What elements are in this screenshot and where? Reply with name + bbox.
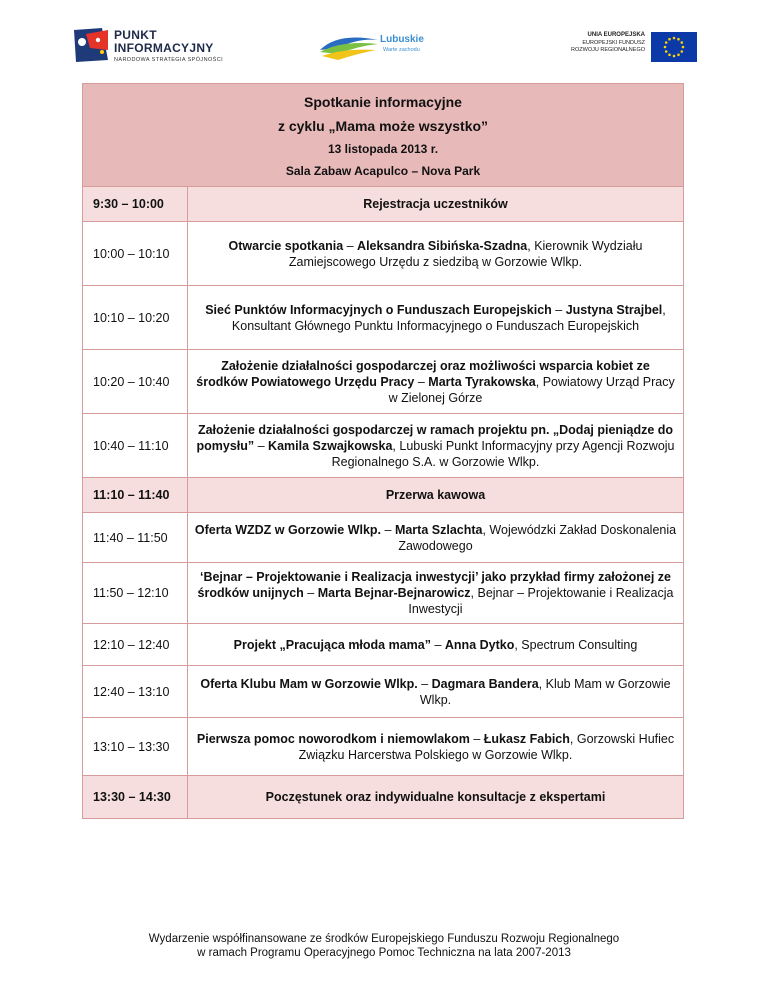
agenda-table xyxy=(82,83,684,819)
agenda-topic: Założenie działalności gospodarczej w ramach projektu pn. „Dodaj pieniądze do pomysłu” xyxy=(196,422,674,453)
agenda-topic: Oferta Klubu Mam w Gorzowie Wlkp. xyxy=(200,676,418,691)
logo-bar xyxy=(0,0,768,80)
agenda-description: Pierwsza pomoc noworodkom i niemowlakom – Łukasz Fabich, Gorzowski Hufiec Związku Harcerstwa Polskiego w Gorzowie Wlkp. xyxy=(188,718,684,776)
agenda-header-row xyxy=(83,84,684,187)
lubuskie-logo xyxy=(318,30,438,64)
agenda-topic: Sieć Punktów Informacyjnych o Funduszach Europejskich xyxy=(205,302,552,317)
agenda-row xyxy=(83,666,684,718)
agenda-speaker: Aleksandra Sibińska-Szadna xyxy=(357,238,528,253)
footer-line-2: w ramach Programu Operacyjnego Pomoc Techniczna na lata 2007-2013 xyxy=(197,947,571,959)
agenda-topic: Oferta WZDZ w Gorzowie Wlkp. xyxy=(194,522,382,537)
agenda-description: ‘Bejnar – Projektowanie i Realizacja inwestycji’ jako przykład firmy założonej ze środków unijnych – Marta Bejnar-Bejnarowicz, Bejnar – Projektowanie i Realizacja Inwestycji xyxy=(188,563,684,624)
punkt-informacyjny-logo xyxy=(72,26,232,70)
agenda-row xyxy=(83,350,684,414)
footer-line-1: Wydarzenie współfinansowane ze środków Europejskiego Funduszu Rozwoju Regionalnego xyxy=(148,933,620,945)
agenda-description: Założenie działalności gospodarczej w ramach projektu pn. „Dodaj pieniądze do pomysłu” – Kamila Szwajkowska, Lubuski Punkt Informacyjny przy Agencji Rozwoju Regionalnego S.A. w Gorzowie Wlkp. xyxy=(188,414,684,478)
agenda-description: Sieć Punktów Informacyjnych o Funduszach Europejskich – Justyna Strajbel, Konsultant Głównego Punktu Informacyjnego o Funduszach Europejskich xyxy=(188,286,684,350)
agenda-time: 10:40 – 11:10 xyxy=(83,414,188,478)
agenda-affiliation: , Spectrum Consulting xyxy=(514,637,638,652)
agenda-time: 12:40 – 13:10 xyxy=(83,666,188,718)
agenda-time: 13:10 – 13:30 xyxy=(83,718,188,776)
agenda-affiliation: , Klub Mam w Gorzowie Wlkp. xyxy=(419,676,671,707)
agenda-row xyxy=(83,718,684,776)
agenda-topic: Projekt „Pracująca młoda mama” xyxy=(233,637,431,652)
agenda-description: Oferta Klubu Mam w Gorzowie Wlkp. – Dagmara Bandera, Klub Mam w Gorzowie Wlkp. xyxy=(188,666,684,718)
lubuskie-wave-icon xyxy=(318,30,380,62)
cofinancing-footer xyxy=(0,932,768,960)
agenda-speaker: Anna Dytko xyxy=(444,637,515,652)
agenda-speaker: Marta Szlachta xyxy=(394,522,483,537)
agenda-description: Projekt „Pracująca młoda mama” – Anna Dytko, Spectrum Consulting xyxy=(188,624,684,666)
punkt-informacyjny-subtitle: NARODOWA STRATEGIA SPÓJNOŚCI xyxy=(114,57,223,63)
agenda-time: 11:40 – 11:50 xyxy=(83,513,188,563)
event-date: 13 listopada 2013 r. xyxy=(327,142,439,156)
eu-logo xyxy=(565,32,705,64)
agenda-affiliation: , Gorzowski Hufiec Związku Harcerstwa Polskiego w Gorzowie Wlkp. xyxy=(298,731,675,762)
agenda-description: Rejestracja uczestników xyxy=(188,187,684,222)
agenda-description: Poczęstunek oraz indywidualne konsultacje z ekspertami xyxy=(188,776,684,819)
agenda-speaker: Dagmara Bandera xyxy=(431,676,539,691)
agenda-time: 12:10 – 12:40 xyxy=(83,624,188,666)
event-title: Spotkanie informacyjne xyxy=(304,94,462,110)
agenda-affiliation: , Wojewódzki Zakład Doskonalenia Zawodowego xyxy=(398,522,677,553)
agenda-affiliation: , Powiatowy Urząd Pracy w Zielonej Górze xyxy=(388,374,675,405)
agenda-row xyxy=(83,414,684,478)
agenda-affiliation: , Konsultant Głównego Punktu Informacyjnego o Funduszach Europejskich xyxy=(231,302,666,333)
agenda-speaker: Łukasz Fabich xyxy=(483,731,570,746)
agenda-speaker: Marta Bejnar-Bejnarowicz xyxy=(317,586,471,600)
agenda-time: 9:30 – 10:00 xyxy=(83,187,188,222)
eu-flag-icon xyxy=(651,32,697,62)
agenda-topic: Założenie działalności gospodarczej oraz możliwości wsparcia kobiet ze środków Powiatowego Urzędu Pracy xyxy=(196,358,650,389)
agenda-time: 10:00 – 10:10 xyxy=(83,222,188,286)
agenda-description: Założenie działalności gospodarczej oraz możliwości wsparcia kobiet ze środków Powiatowego Urzędu Pracy – Marta Tyrakowska, Powiatowy Urząd Pracy w Zielonej Górze xyxy=(188,350,684,414)
agenda-time: 10:20 – 10:40 xyxy=(83,350,188,414)
agenda-speaker: Kamila Szwajkowska xyxy=(268,438,393,453)
agenda-time: 13:30 – 14:30 xyxy=(83,776,188,819)
agenda-description: Otwarcie spotkania – Aleksandra Sibińska-Szadna, Kierownik Wydziału Zamiejscowego Urzędu z siedzibą w Gorzowie Wlkp. xyxy=(188,222,684,286)
eu-fund-text: UNIA EUROPEJSKA EUROPEJSKI FUNDUSZ ROZWOJU REGIONALNEGO xyxy=(571,32,645,53)
agenda-speaker: Justyna Strajbel xyxy=(565,302,663,317)
agenda-row xyxy=(83,222,684,286)
event-subtitle: z cyklu „Mama może wszystko” xyxy=(277,118,489,134)
agenda-affiliation: , Bejnar – Projektowanie i Realizacja Inwestycji xyxy=(408,586,674,616)
punkt-informacyjny-emblem-icon xyxy=(72,26,110,64)
agenda-time: 11:50 – 12:10 xyxy=(83,563,188,624)
agenda-topic: ‘Bejnar – Projektowanie i Realizacja inwestycji’ jako przykład firmy założonej ze środków unijnych xyxy=(197,570,671,600)
agenda-topic: Otwarcie spotkania xyxy=(228,238,344,253)
agenda-row xyxy=(83,563,684,624)
agenda-row xyxy=(83,187,684,222)
agenda-header xyxy=(83,84,684,187)
agenda-topic: Pierwsza pomoc noworodkom i niemowlakom xyxy=(196,731,470,746)
agenda-row xyxy=(83,776,684,819)
agenda-row xyxy=(83,513,684,563)
agenda-row xyxy=(83,286,684,350)
agenda-description: Oferta WZDZ w Gorzowie Wlkp. – Marta Szlachta, Wojewódzki Zakład Doskonalenia Zawodowego xyxy=(188,513,684,563)
lubuskie-tagline: Warte zachodu xyxy=(383,47,420,53)
punkt-informacyjny-name: PUNKT INFORMACYJNY xyxy=(114,28,214,55)
agenda-time: 10:10 – 10:20 xyxy=(83,286,188,350)
agenda-speaker: Marta Tyrakowska xyxy=(428,374,536,389)
lubuskie-name: Lubuskie xyxy=(380,34,424,45)
agenda-affiliation: , Lubuski Punkt Informacyjny przy Agencji Rozwoju Regionalnego S.A. w Gorzowie Wlkp. xyxy=(331,438,675,469)
agenda-time: 11:10 – 11:40 xyxy=(83,478,188,513)
agenda-affiliation: , Kierownik Wydziału Zamiejscowego Urzędu z siedzibą w Gorzowie Wlkp. xyxy=(288,238,643,269)
agenda-row xyxy=(83,478,684,513)
agenda-description: Przerwa kawowa xyxy=(188,478,684,513)
agenda-row xyxy=(83,624,684,666)
event-place: Sala Zabaw Acapulco – Nova Park xyxy=(285,164,481,178)
